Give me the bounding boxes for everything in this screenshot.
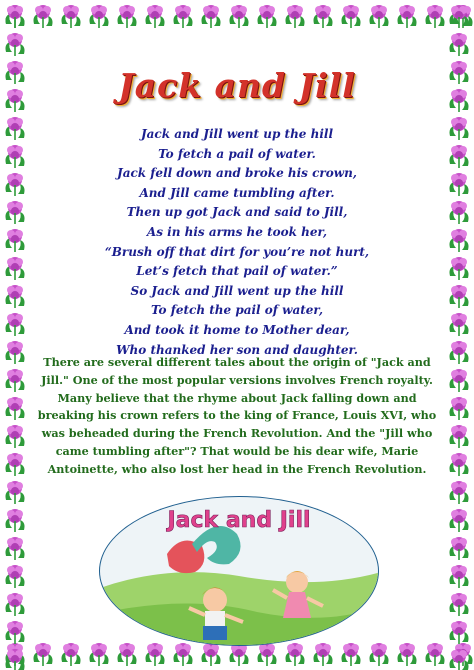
flower-icon bbox=[2, 478, 28, 506]
floral-border-left bbox=[0, 0, 30, 670]
floral-border-right bbox=[444, 0, 474, 670]
flower-icon bbox=[446, 170, 472, 198]
flower-icon bbox=[2, 590, 28, 618]
flower-icon bbox=[2, 282, 28, 310]
flower-icon bbox=[394, 640, 420, 668]
jack-shorts bbox=[203, 626, 227, 640]
flower-icon bbox=[2, 450, 28, 478]
flower-icon bbox=[86, 2, 112, 30]
flower-icon bbox=[2, 562, 28, 590]
flower-icon bbox=[446, 310, 472, 338]
flower-icon bbox=[58, 640, 84, 668]
flower-icon bbox=[446, 590, 472, 618]
paragraph-line: Antoinette, who also lost her head in the French Revolution. bbox=[47, 461, 427, 476]
flower-icon bbox=[2, 254, 28, 282]
paragraph-line: was beheaded during the French Revolution. And the "Jill who bbox=[41, 426, 433, 441]
illustration-caption: Jack and Jill bbox=[167, 508, 311, 533]
flower-icon bbox=[2, 422, 28, 450]
flower-icon bbox=[338, 2, 364, 30]
jack-shirt bbox=[205, 611, 225, 627]
flower-icon bbox=[446, 450, 472, 478]
poem-line: So Jack and Jill went up the hill bbox=[130, 283, 344, 298]
jack-head bbox=[203, 588, 227, 612]
flower-icon bbox=[446, 58, 472, 86]
flower-icon bbox=[2, 394, 28, 422]
paragraph-line: breaking his crown refers to the king of France, Louis XVI, who bbox=[37, 408, 437, 423]
flower-icon bbox=[2, 646, 28, 670]
flower-icon bbox=[394, 2, 420, 30]
flower-icon bbox=[2, 2, 28, 30]
poem-line: Let’s fetch that pail of water.” bbox=[136, 264, 338, 279]
flower-icon bbox=[446, 506, 472, 534]
flower-icon bbox=[2, 506, 28, 534]
flower-icon bbox=[446, 2, 472, 30]
page-title: Jack and Jill bbox=[118, 66, 356, 105]
poem-line: Jack and Jill went up the hill bbox=[140, 127, 334, 141]
flower-icon bbox=[446, 254, 472, 282]
flower-icon bbox=[30, 2, 56, 30]
flower-icon bbox=[446, 562, 472, 590]
flower-icon bbox=[2, 338, 28, 366]
flower-icon bbox=[446, 338, 472, 366]
content-area bbox=[34, 36, 440, 634]
flower-icon bbox=[446, 226, 472, 254]
flower-icon bbox=[254, 2, 280, 30]
flower-icon bbox=[2, 170, 28, 198]
flower-icon bbox=[198, 2, 224, 30]
flower-icon bbox=[366, 2, 392, 30]
flower-icon bbox=[142, 2, 168, 30]
flower-icon bbox=[446, 198, 472, 226]
floral-border-top bbox=[0, 0, 474, 32]
jack-and-jill-illustration bbox=[97, 494, 381, 648]
flower-icon bbox=[2, 86, 28, 114]
poem bbox=[34, 125, 440, 360]
paragraph-line: There are several different tales about the origin of "Jack and bbox=[43, 355, 431, 369]
flower-icon bbox=[2, 618, 28, 646]
flower-icon bbox=[114, 2, 140, 30]
poem-line: “Brush off that dirt for you’re not hurt, bbox=[104, 244, 370, 259]
flower-icon bbox=[226, 2, 252, 30]
flower-icon bbox=[446, 30, 472, 58]
flower-icon bbox=[2, 30, 28, 58]
flower-icon bbox=[446, 366, 472, 394]
flower-icon bbox=[446, 618, 472, 646]
poem-line: To fetch a pail of water. bbox=[158, 146, 316, 161]
poem-line: And Jill came tumbling after. bbox=[139, 185, 335, 200]
flower-icon bbox=[2, 226, 28, 254]
poem-line: As in his arms he took her, bbox=[146, 224, 328, 239]
flower-icon bbox=[446, 534, 472, 562]
flower-icon bbox=[58, 2, 84, 30]
poem-line: Then up got Jack and said to Jill, bbox=[126, 205, 348, 220]
poem-line: Who thanked her son and daughter. bbox=[116, 342, 358, 357]
flower-icon bbox=[2, 198, 28, 226]
poem-line: To fetch the pail of water, bbox=[150, 303, 324, 318]
flower-icon bbox=[446, 478, 472, 506]
flower-icon bbox=[170, 2, 196, 30]
flower-icon bbox=[2, 142, 28, 170]
flower-icon bbox=[2, 58, 28, 86]
flower-icon bbox=[2, 534, 28, 562]
flower-icon bbox=[30, 640, 56, 668]
origin-paragraph bbox=[34, 354, 440, 479]
flower-icon bbox=[2, 114, 28, 142]
flower-icon bbox=[446, 422, 472, 450]
flower-icon bbox=[2, 366, 28, 394]
flower-icon bbox=[282, 2, 308, 30]
flower-icon bbox=[310, 2, 336, 30]
poem-line: Jack fell down and broke his crown, bbox=[117, 166, 357, 181]
flower-icon bbox=[446, 646, 472, 670]
poem-line: And took it home to Mother dear, bbox=[124, 322, 350, 337]
flower-icon bbox=[446, 282, 472, 310]
paragraph-line: Many believe that the rhyme about Jack falling down and bbox=[57, 390, 417, 405]
flower-icon bbox=[2, 310, 28, 338]
flower-icon bbox=[446, 394, 472, 422]
paragraph-line: came tumbling after"? That would be his dear wife, Marie bbox=[55, 443, 419, 458]
paragraph-line: Jill." One of the most popular versions involves French royalty. bbox=[41, 372, 433, 387]
flower-icon bbox=[446, 114, 472, 142]
flower-icon bbox=[446, 86, 472, 114]
flower-icon bbox=[446, 142, 472, 170]
